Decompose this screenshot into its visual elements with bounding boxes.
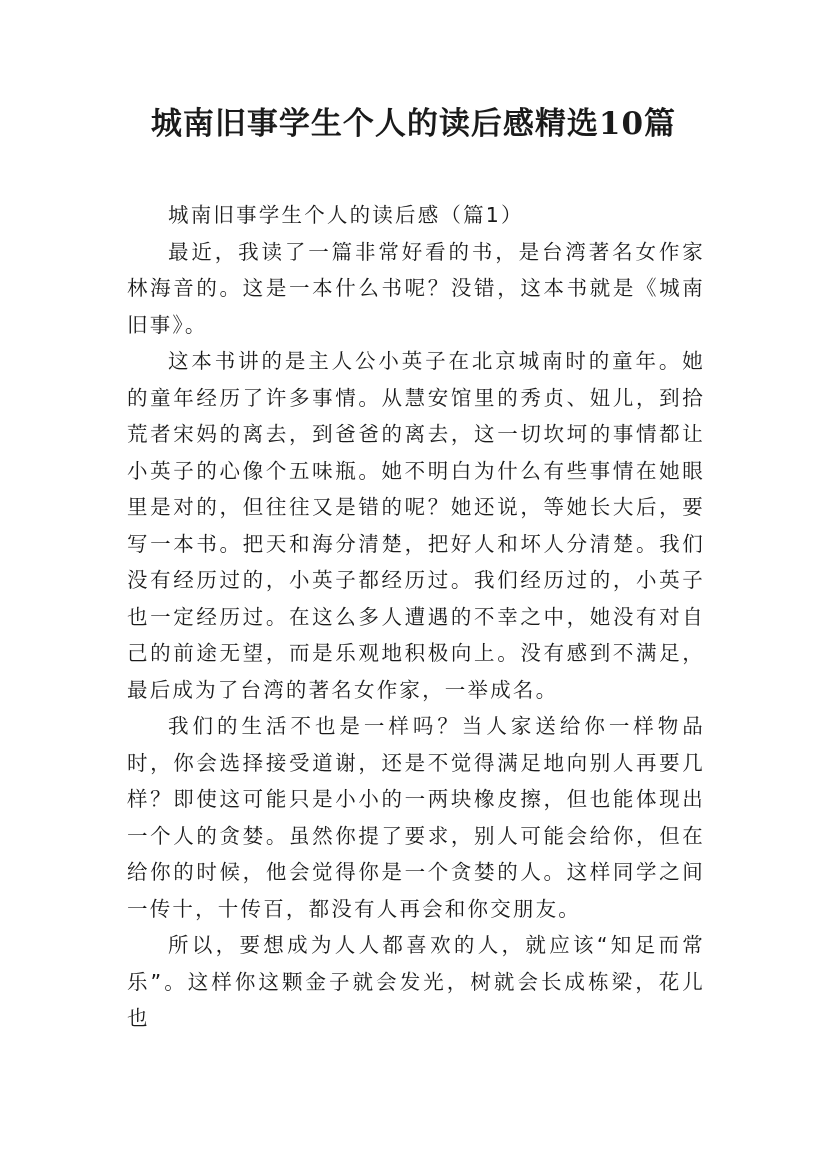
paragraph: 这本书讲的是主人公小英子在北京城南时的童年。她的童年经历了许多事情。从慧安馆里的秀贞、妞儿，到拾荒者宋妈的离去，到爸爸的离去，这一切坎坷的事情都让小英子的心像个五味瓶。她不明白为什么有些事情在她眼里是对的，但往往又是错的呢？她还说，等她长大后，要写一本书。把天和海分清楚，把好人和坏人分清楚。我们没有经历过的，小英子都经历过。我们经历过的，小英子也一定经历过。在这么多人遭遇的不幸之中，她没有对自己的前途无望，而是乐观地积极向上。没有感到不满足，最后成为了台湾的著名女作家，一举成名。 bbox=[127, 349, 705, 702]
document-body bbox=[127, 197, 705, 1037]
section-heading: 城南旧事学生个人的读后感（篇1） bbox=[168, 203, 524, 227]
paragraph: 所以，要想成为人人都喜欢的人，就应该“知足而常乐”。这样你这颗金子就会发光，树就会长成栋梁，花儿也 bbox=[127, 933, 705, 1030]
paragraph: 最近，我读了一篇非常好看的书，是台湾著名女作家林海音的。这是一本什么书呢？没错，这本书就是《城南旧事》。 bbox=[127, 239, 705, 337]
paragraph: 我们的生活不也是一样吗？当人家送给你一样物品时，你会选择接受道谢，还是不觉得满足地向别人再要几样？即使这可能只是小小的一两块橡皮擦，但也能体现出一个人的贪婪。虽然你提了要求，别人可能会给你，但在给你的时候，他会觉得你是一个贪婪的人。这样同学之间一传十，十传百，都没有人再会和你交朋友。 bbox=[127, 714, 705, 921]
document-title: 城南旧事学生个人的读后感精选10篇 bbox=[150, 106, 677, 142]
